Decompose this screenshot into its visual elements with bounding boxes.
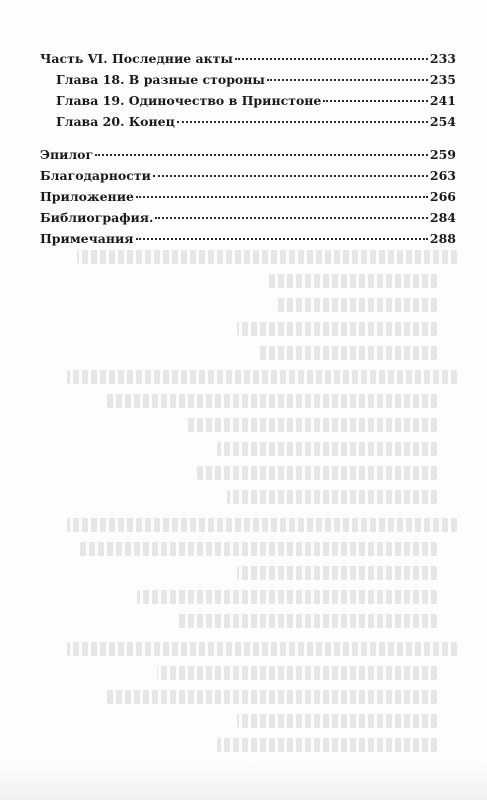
toc-entry-label: Глава 20. Конец: [56, 114, 175, 129]
toc-entry-label: Часть VI. Последние акты: [40, 51, 233, 66]
toc-leader-dots: [155, 217, 428, 219]
toc-entry-chapter-20[interactable]: [40, 111, 456, 132]
toc-entry-bibliography[interactable]: [40, 207, 456, 228]
toc-entry-notes[interactable]: [40, 228, 456, 249]
toc-entry-chapter-18[interactable]: [40, 69, 456, 90]
toc-entry-label: Эпилог: [40, 147, 94, 162]
toc-leader-dots: [177, 121, 428, 123]
toc-entry-chapter-19[interactable]: [40, 90, 456, 111]
toc-entry-appendix[interactable]: [40, 186, 456, 207]
toc-entry-page: 266: [429, 189, 456, 204]
toc-leader-dots: [95, 154, 428, 156]
toc-entry-label: Примечания: [40, 231, 134, 246]
toc-leader-dots: [153, 175, 428, 177]
bleed-through-text: [0, 230, 487, 750]
toc-entry-page: 263: [429, 168, 456, 183]
toc-entry-part-6[interactable]: [40, 48, 456, 69]
toc-entry-page: 254: [429, 114, 456, 129]
toc-entry-label: Благодарности: [40, 168, 151, 183]
toc-leader-dots: [267, 79, 428, 81]
toc-entry-page: 241: [429, 93, 456, 108]
toc-entry-label: Глава 18. В разные стороны: [56, 72, 265, 87]
toc-entry-label: Приложение: [40, 189, 134, 204]
toc-entry-page: 288: [429, 231, 456, 246]
toc-entry-label: Глава 19. Одиночество в Принстоне: [56, 93, 322, 108]
toc-entry-page: 233: [429, 51, 456, 66]
toc-entry-label: Библиография.: [40, 210, 154, 225]
toc-entry-acknowledgements[interactable]: [40, 165, 456, 186]
toc-leader-dots: [136, 196, 428, 198]
toc-leader-dots: [323, 100, 428, 102]
toc-leader-dots: [136, 238, 428, 240]
toc-leader-dots: [235, 58, 428, 60]
toc-entry-epilogue[interactable]: [40, 144, 456, 165]
table-of-contents: [40, 48, 456, 249]
page-edge-shadow: [0, 760, 487, 800]
toc-entry-page: 235: [429, 72, 456, 87]
toc-entry-page: 259: [429, 147, 456, 162]
toc-entry-page: 284: [429, 210, 456, 225]
